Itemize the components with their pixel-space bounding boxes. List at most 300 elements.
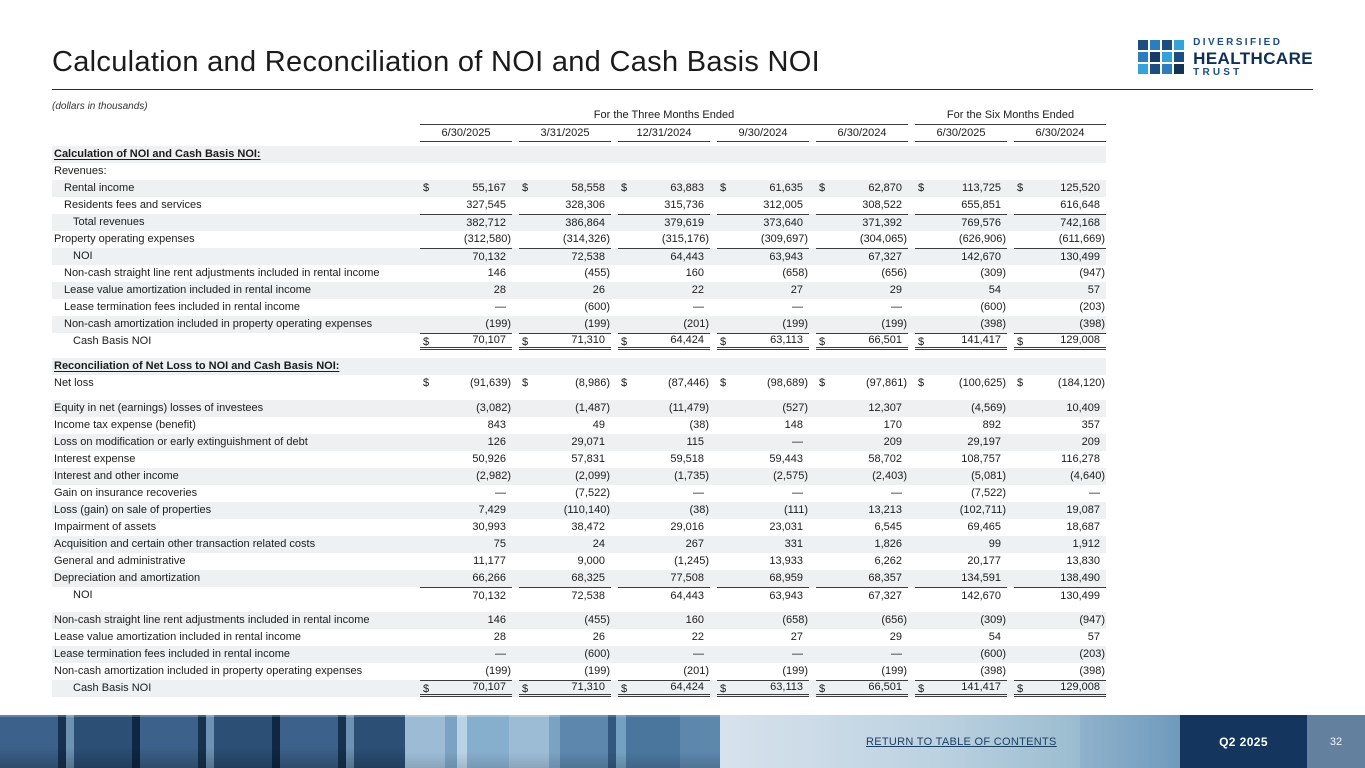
row-label: Lease termination fees included in rental income bbox=[64, 301, 301, 313]
value-cell bbox=[816, 570, 908, 587]
value-cell bbox=[717, 663, 809, 680]
value-cell bbox=[717, 417, 809, 434]
cell-value: (600) bbox=[980, 648, 1006, 660]
value-cell bbox=[1014, 451, 1106, 468]
value-cell bbox=[816, 180, 908, 197]
cell-value: 148 bbox=[784, 419, 803, 431]
cell-value: (38) bbox=[689, 419, 709, 431]
value-cell bbox=[618, 316, 710, 333]
cell-value: 99 bbox=[988, 538, 1001, 550]
dollar-sign: $ bbox=[621, 377, 628, 389]
value-cell bbox=[1014, 587, 1106, 604]
row-label: Interest and other income bbox=[54, 470, 179, 482]
dollar-sign: $ bbox=[423, 683, 430, 695]
dhc-logo bbox=[1138, 38, 1313, 79]
cell-value: (626,906) bbox=[958, 233, 1006, 245]
cell-value: (199) bbox=[584, 665, 610, 677]
value-cell bbox=[519, 468, 611, 485]
row-label: Cash Basis NOI bbox=[73, 682, 152, 694]
section-header-row bbox=[52, 146, 1106, 163]
cell-value: 134,591 bbox=[961, 572, 1001, 584]
cell-value: 331 bbox=[784, 538, 803, 550]
dollar-sign: $ bbox=[819, 182, 826, 194]
value-cell bbox=[519, 265, 611, 282]
cell-value: — bbox=[495, 487, 506, 499]
cell-value: (658) bbox=[782, 614, 808, 626]
cell-value: 1,826 bbox=[874, 538, 902, 550]
cell-value: 24 bbox=[592, 538, 605, 550]
value-cell bbox=[915, 485, 1007, 502]
cell-value: (2,099) bbox=[575, 470, 610, 482]
spacer-row bbox=[52, 350, 1106, 358]
cell-value: 63,883 bbox=[670, 182, 704, 194]
value-cell bbox=[618, 417, 710, 434]
cell-value: 57 bbox=[1087, 631, 1100, 643]
cell-value: (199) bbox=[485, 665, 511, 677]
cell-value: 9,000 bbox=[577, 555, 605, 567]
value-cell bbox=[717, 587, 809, 604]
page-title: Calculation and Reconciliation of NOI and Cash Basis NOI bbox=[52, 46, 820, 78]
value-cell bbox=[1014, 358, 1106, 375]
row-label: Gain on insurance recoveries bbox=[54, 487, 198, 499]
value-cell bbox=[717, 197, 809, 214]
cell-value: 141,417 bbox=[961, 681, 1001, 693]
value-cell bbox=[915, 680, 1007, 697]
cell-value: (38) bbox=[689, 504, 709, 516]
cell-value: 38,472 bbox=[571, 521, 605, 533]
cell-value: 308,522 bbox=[862, 199, 902, 211]
cell-value: 26 bbox=[592, 631, 605, 643]
cell-value: — bbox=[792, 487, 803, 499]
cell-value: 892 bbox=[982, 419, 1001, 431]
page-number: 32 bbox=[1329, 735, 1343, 748]
cell-value: (309) bbox=[980, 267, 1006, 279]
value-cell bbox=[816, 646, 908, 663]
value-cell bbox=[420, 417, 512, 434]
table-row bbox=[52, 375, 1106, 392]
table-row bbox=[52, 553, 1106, 570]
value-cell bbox=[519, 358, 611, 375]
value-cell bbox=[717, 485, 809, 502]
cell-value: (4,569) bbox=[971, 402, 1006, 414]
cell-value: 616,648 bbox=[1060, 199, 1100, 211]
logo-square bbox=[1138, 40, 1148, 50]
cell-value: 1,912 bbox=[1072, 538, 1100, 550]
value-cell bbox=[519, 333, 611, 350]
value-cell bbox=[915, 248, 1007, 265]
value-cell bbox=[420, 214, 512, 231]
cell-value: (91,639) bbox=[470, 377, 511, 389]
value-cell bbox=[1014, 536, 1106, 553]
cell-value: 70,132 bbox=[472, 589, 506, 602]
value-cell bbox=[915, 646, 1007, 663]
units-note: (dollars in thousands) bbox=[52, 101, 148, 112]
value-cell bbox=[519, 451, 611, 468]
value-cell bbox=[519, 663, 611, 680]
cell-value: (203) bbox=[1079, 301, 1105, 313]
cell-value: (201) bbox=[683, 665, 709, 677]
value-cell bbox=[717, 519, 809, 536]
cell-value: — bbox=[891, 301, 902, 313]
cell-value: 130,499 bbox=[1060, 250, 1100, 263]
cell-value: 54 bbox=[988, 631, 1001, 643]
table-row bbox=[52, 629, 1106, 646]
cell-value: 72,538 bbox=[571, 250, 605, 263]
cell-value: (656) bbox=[881, 267, 907, 279]
cell-value: 64,443 bbox=[670, 250, 704, 263]
cell-value: 30,993 bbox=[472, 521, 506, 533]
value-cell bbox=[1014, 680, 1106, 697]
cell-value: (4,640) bbox=[1070, 470, 1105, 482]
cell-value: 70,107 bbox=[472, 681, 506, 693]
value-cell bbox=[717, 646, 809, 663]
cell-value: (11,479) bbox=[668, 402, 709, 414]
group-header-six-months: For the Six Months Ended bbox=[915, 109, 1106, 125]
value-cell bbox=[618, 163, 710, 180]
value-cell bbox=[816, 231, 908, 248]
value-cell bbox=[717, 282, 809, 299]
cell-value: 68,959 bbox=[769, 572, 803, 584]
logo-square bbox=[1138, 52, 1148, 62]
dhc-logo-text bbox=[1193, 38, 1313, 79]
column-header-date: 9/30/2024 bbox=[717, 126, 809, 142]
value-cell bbox=[618, 375, 710, 392]
cell-value: 312,005 bbox=[763, 199, 803, 211]
value-cell bbox=[618, 612, 710, 629]
cell-value: (2,575) bbox=[773, 470, 808, 482]
value-cell bbox=[816, 629, 908, 646]
value-cell bbox=[420, 519, 512, 536]
cell-value: — bbox=[693, 301, 704, 313]
cell-value: 126 bbox=[487, 436, 506, 448]
group-header-three-months: For the Three Months Ended bbox=[420, 109, 908, 125]
column-header-date: 6/30/2025 bbox=[420, 126, 512, 142]
footer-quarter-block bbox=[1180, 715, 1307, 768]
logo-square bbox=[1174, 64, 1184, 74]
value-cell bbox=[420, 265, 512, 282]
value-cell bbox=[816, 197, 908, 214]
cell-value: 26 bbox=[592, 284, 605, 296]
cell-value: 10,409 bbox=[1066, 402, 1100, 414]
value-cell bbox=[717, 214, 809, 231]
value-cell bbox=[816, 536, 908, 553]
cell-value: (8,986) bbox=[575, 377, 610, 389]
cell-value: 769,576 bbox=[961, 216, 1001, 229]
cell-value: 68,357 bbox=[868, 572, 902, 584]
cell-value: (600) bbox=[584, 301, 610, 313]
table-row bbox=[52, 417, 1106, 434]
cell-value: 59,443 bbox=[769, 453, 803, 465]
table-row bbox=[52, 434, 1106, 451]
column-header-date: 12/31/2024 bbox=[618, 126, 710, 142]
dollar-sign: $ bbox=[522, 336, 529, 348]
value-cell bbox=[519, 214, 611, 231]
cell-value: 22 bbox=[691, 631, 704, 643]
cell-value: 357 bbox=[1081, 419, 1100, 431]
cell-value: — bbox=[891, 487, 902, 499]
cell-value: 28 bbox=[493, 284, 506, 296]
row-label: Non-cash amortization included in property operating expenses bbox=[64, 318, 373, 330]
value-cell bbox=[1014, 180, 1106, 197]
cell-value: 66,501 bbox=[868, 681, 902, 693]
value-cell bbox=[717, 358, 809, 375]
value-cell bbox=[915, 570, 1007, 587]
dollar-sign: $ bbox=[423, 336, 430, 348]
table-row bbox=[52, 180, 1106, 197]
value-cell bbox=[1014, 663, 1106, 680]
cell-value: 63,943 bbox=[769, 250, 803, 263]
cell-value: 68,325 bbox=[571, 572, 605, 584]
value-cell bbox=[717, 434, 809, 451]
dollar-sign: $ bbox=[918, 336, 925, 348]
value-cell bbox=[420, 180, 512, 197]
value-cell bbox=[717, 502, 809, 519]
value-cell bbox=[519, 485, 611, 502]
value-cell bbox=[420, 536, 512, 553]
cell-value: — bbox=[792, 436, 803, 448]
cell-value: (611,669) bbox=[1058, 233, 1105, 245]
value-cell bbox=[618, 663, 710, 680]
cell-value: 742,168 bbox=[1060, 216, 1100, 229]
value-cell bbox=[618, 536, 710, 553]
value-cell bbox=[816, 375, 908, 392]
value-cell bbox=[915, 587, 1007, 604]
cell-value: — bbox=[495, 301, 506, 313]
value-cell bbox=[816, 282, 908, 299]
cell-value: 11,177 bbox=[473, 555, 506, 567]
column-header-date: 6/30/2024 bbox=[1014, 126, 1106, 142]
value-cell bbox=[915, 519, 1007, 536]
cell-value: 27 bbox=[790, 284, 803, 296]
cell-value: 66,266 bbox=[472, 572, 506, 584]
title-divider bbox=[52, 89, 1313, 90]
dollar-sign: $ bbox=[720, 377, 727, 389]
value-cell bbox=[618, 197, 710, 214]
cell-value: 115 bbox=[686, 436, 704, 448]
value-cell bbox=[816, 663, 908, 680]
cell-value: 72,538 bbox=[571, 589, 605, 602]
value-cell bbox=[717, 146, 809, 163]
cell-value: 327,545 bbox=[466, 199, 506, 211]
cell-value: (947) bbox=[1079, 267, 1105, 279]
row-label: Non-cash straight line rent adjustments included in rental income bbox=[54, 614, 370, 626]
value-cell bbox=[717, 451, 809, 468]
cell-value: 6,545 bbox=[874, 521, 902, 533]
cell-value: 328,306 bbox=[565, 199, 605, 211]
value-cell bbox=[816, 519, 908, 536]
cell-value: 62,870 bbox=[868, 182, 902, 194]
value-cell bbox=[1014, 163, 1106, 180]
cell-value: 386,864 bbox=[565, 216, 605, 229]
cell-value: 843 bbox=[487, 419, 506, 431]
section-header-row bbox=[52, 358, 1106, 375]
value-cell bbox=[519, 680, 611, 697]
value-cell bbox=[519, 231, 611, 248]
table-row bbox=[52, 663, 1106, 680]
return-to-toc-link[interactable]: RETURN TO TABLE OF CONTENTS bbox=[866, 735, 1057, 748]
value-cell bbox=[519, 502, 611, 519]
cell-value: 57,831 bbox=[571, 453, 605, 465]
cell-value: (656) bbox=[881, 614, 907, 626]
dollar-sign: $ bbox=[423, 182, 430, 194]
value-cell bbox=[519, 434, 611, 451]
cell-value: (7,522) bbox=[575, 487, 610, 499]
value-cell bbox=[618, 299, 710, 316]
value-cell bbox=[717, 180, 809, 197]
cell-value: (312,580) bbox=[463, 233, 511, 245]
value-cell bbox=[519, 375, 611, 392]
value-cell bbox=[717, 375, 809, 392]
cell-value: 160 bbox=[685, 614, 704, 626]
value-cell bbox=[519, 400, 611, 417]
value-cell bbox=[1014, 265, 1106, 282]
value-cell bbox=[618, 570, 710, 587]
logo-square bbox=[1162, 52, 1172, 62]
row-label: Cash Basis NOI bbox=[73, 335, 152, 347]
logo-square bbox=[1150, 52, 1160, 62]
value-cell bbox=[915, 197, 1007, 214]
value-cell bbox=[519, 570, 611, 587]
value-cell bbox=[519, 519, 611, 536]
value-cell bbox=[618, 282, 710, 299]
value-cell bbox=[717, 316, 809, 333]
cell-value: 209 bbox=[883, 436, 902, 448]
cell-value: — bbox=[495, 648, 506, 660]
value-cell bbox=[618, 333, 710, 350]
cell-value: 373,640 bbox=[763, 216, 803, 229]
value-cell bbox=[420, 333, 512, 350]
value-cell bbox=[816, 417, 908, 434]
value-cell bbox=[915, 468, 1007, 485]
value-cell bbox=[717, 400, 809, 417]
cell-value: 64,424 bbox=[670, 334, 704, 346]
cell-value: 55,167 bbox=[472, 182, 506, 194]
cell-value: (309,697) bbox=[760, 233, 808, 245]
value-cell bbox=[915, 299, 1007, 316]
value-cell bbox=[618, 646, 710, 663]
quarter-label: Q2 2025 bbox=[1219, 734, 1268, 749]
table-row bbox=[52, 587, 1106, 604]
value-cell bbox=[618, 146, 710, 163]
cell-value: 209 bbox=[1081, 436, 1100, 448]
value-cell bbox=[420, 485, 512, 502]
value-cell bbox=[420, 629, 512, 646]
value-cell bbox=[420, 197, 512, 214]
row-label: Non-cash amortization included in property operating expenses bbox=[54, 665, 363, 677]
value-cell bbox=[1014, 333, 1106, 350]
table-row bbox=[52, 646, 1106, 663]
cell-value: (947) bbox=[1079, 614, 1105, 626]
cell-value: 64,443 bbox=[670, 589, 704, 602]
cell-value: 129,008 bbox=[1060, 334, 1100, 346]
cell-value: (455) bbox=[584, 267, 610, 279]
value-cell bbox=[1014, 646, 1106, 663]
cell-value: (658) bbox=[782, 267, 808, 279]
value-cell bbox=[420, 231, 512, 248]
cell-value: (97,861) bbox=[866, 377, 907, 389]
cell-value: (600) bbox=[584, 648, 610, 660]
value-cell bbox=[816, 146, 908, 163]
dollar-sign: $ bbox=[720, 182, 727, 194]
value-cell bbox=[915, 553, 1007, 570]
value-cell bbox=[420, 299, 512, 316]
value-cell bbox=[915, 163, 1007, 180]
cell-value: (398) bbox=[980, 665, 1006, 677]
value-cell bbox=[618, 231, 710, 248]
value-cell bbox=[915, 358, 1007, 375]
cell-value: (199) bbox=[485, 318, 511, 330]
value-cell bbox=[618, 180, 710, 197]
row-label: Loss on modification or early extinguishment of debt bbox=[54, 436, 308, 448]
cell-value: 77,508 bbox=[670, 572, 704, 584]
value-cell bbox=[915, 536, 1007, 553]
value-cell bbox=[915, 663, 1007, 680]
value-cell bbox=[420, 570, 512, 587]
row-label: Loss (gain) on sale of properties bbox=[54, 504, 212, 516]
column-header-date: 6/30/2024 bbox=[816, 126, 908, 142]
cell-value: (199) bbox=[584, 318, 610, 330]
cell-value: — bbox=[792, 648, 803, 660]
row-label: Interest expense bbox=[54, 453, 136, 465]
cell-value: 29,197 bbox=[967, 436, 1001, 448]
value-cell bbox=[915, 417, 1007, 434]
value-cell bbox=[519, 282, 611, 299]
row-label: Property operating expenses bbox=[54, 233, 195, 245]
value-cell bbox=[915, 214, 1007, 231]
cell-value: 7,429 bbox=[478, 504, 506, 516]
cell-value: (201) bbox=[683, 318, 709, 330]
cell-value: 142,670 bbox=[961, 589, 1001, 602]
table-row bbox=[52, 536, 1106, 553]
value-cell bbox=[1014, 299, 1106, 316]
cell-value: 146 bbox=[487, 614, 506, 626]
table-row bbox=[52, 163, 1106, 180]
cell-value: 13,933 bbox=[769, 555, 803, 567]
cell-value: 27 bbox=[790, 631, 803, 643]
cell-value: — bbox=[1089, 487, 1100, 499]
cell-value: 67,327 bbox=[868, 589, 902, 602]
cell-value: — bbox=[693, 648, 704, 660]
value-cell bbox=[1014, 485, 1106, 502]
cell-value: (527) bbox=[782, 402, 808, 414]
value-cell bbox=[519, 587, 611, 604]
cell-value: (2,982) bbox=[476, 470, 511, 482]
cell-value: 63,113 bbox=[770, 681, 803, 693]
cell-value: (309) bbox=[980, 614, 1006, 626]
value-cell bbox=[816, 468, 908, 485]
cell-value: 66,501 bbox=[868, 334, 902, 346]
value-cell bbox=[1014, 375, 1106, 392]
value-cell bbox=[816, 214, 908, 231]
value-cell bbox=[618, 519, 710, 536]
cell-value: 160 bbox=[685, 267, 704, 279]
cell-value: — bbox=[693, 487, 704, 499]
footer-photo-right bbox=[560, 715, 720, 768]
value-cell bbox=[717, 612, 809, 629]
value-cell bbox=[420, 316, 512, 333]
dollar-sign: $ bbox=[819, 336, 826, 348]
dollar-sign: $ bbox=[720, 336, 727, 348]
value-cell bbox=[717, 680, 809, 697]
table-row bbox=[52, 400, 1106, 417]
value-cell bbox=[915, 502, 1007, 519]
footer-page-block bbox=[1307, 715, 1365, 768]
dhc-logo-squares-icon bbox=[1138, 40, 1184, 74]
table-body bbox=[52, 146, 1106, 697]
value-cell bbox=[1014, 434, 1106, 451]
value-cell bbox=[420, 375, 512, 392]
dollar-sign: $ bbox=[819, 377, 826, 389]
